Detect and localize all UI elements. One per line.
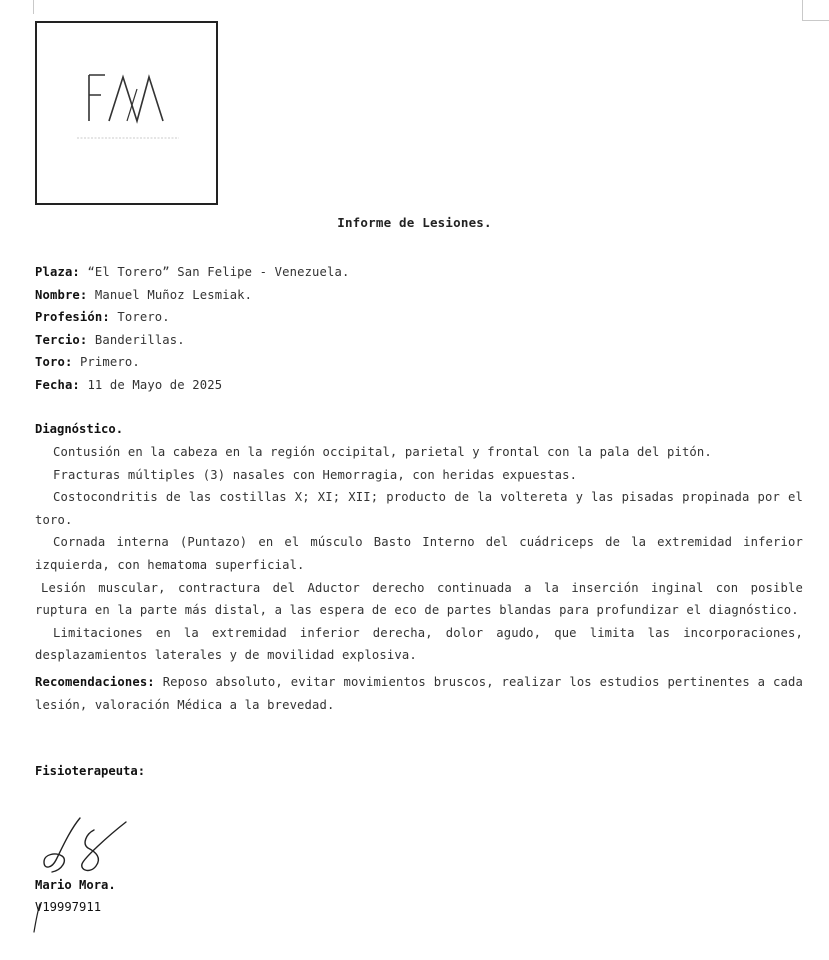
diagnosis-item: Contusión en la cabeza en la región occipital, parietal y frontal con la pala del pitón. (53, 445, 712, 459)
signer-id: V19997911 (35, 900, 102, 914)
signer-name: Mario Mora. (35, 878, 116, 892)
info-value: Banderillas. (94, 332, 185, 347)
diagnosis-item: Cornada interna (Puntazo) en el músculo Basto Interno del cuádriceps de la extremidad inferior izquierda, con hematoma superficial. (35, 535, 803, 572)
info-row-nombre (35, 284, 350, 307)
info-value: Primero. (79, 355, 140, 370)
diagnosis-heading: Diagnóstico. (35, 422, 124, 436)
info-row-tercio (35, 329, 350, 352)
logo (35, 21, 218, 205)
info-value: “El Torero” San Felipe - Venezuela. (87, 265, 350, 279)
info-label: Plaza: (35, 265, 80, 279)
info-value: Torero. (117, 310, 170, 325)
recommendations-text: Reposo absoluto, evitar movimientos bruscos, realizar los estudios pertinentes a cada lesión, valoración Médica a la brevedad. (35, 675, 803, 712)
diagnosis-item: Fracturas múltiples (3) nasales con Hemorragia, con heridas expuestas. (53, 467, 578, 482)
diagnosis-item: Costocondritis de las costillas X; XI; XII; producto de la voltereta y las pisadas propinada por el toro. (35, 490, 803, 527)
info-row-fecha (35, 374, 350, 397)
info-label: Tercio: (35, 332, 88, 347)
info-label: Profesión: (35, 310, 110, 325)
recommendations-label: Recomendaciones: (35, 675, 155, 689)
report-title: Informe de Lesiones. (337, 215, 492, 230)
info-label: Toro: (35, 355, 73, 370)
info-value: 11 de Mayo de 2025 (87, 377, 223, 392)
info-value: Manuel Muñoz Lesmiak. (94, 287, 253, 302)
recommendations (35, 671, 803, 716)
info-row-profesion (35, 306, 350, 329)
fm-monogram-logo (37, 23, 217, 203)
page-corner-mark-right (802, 0, 829, 21)
diagnosis-list (35, 441, 803, 667)
handwritten-signature (22, 808, 142, 938)
diagnosis-item: Limitaciones en la extremidad inferior derecha, dolor agudo, que limita las incorporaciones, desplazamientos laterales y de movilidad explosiva. (35, 625, 803, 663)
info-row-plaza (35, 261, 350, 284)
info-label: Nombre: (35, 287, 88, 302)
physio-label: Fisioterapeuta: (35, 764, 146, 778)
page-corner-mark-left (33, 0, 34, 14)
info-row-toro (35, 351, 350, 374)
info-block (35, 261, 350, 397)
diagnosis-item: Lesión muscular, contractura del Aductor derecho continuada a la inserción inginal con posible ruptura en la parte más distal, a las espera de eco de partes blandas para profundizar el diagnóstico. (35, 580, 803, 618)
info-label: Fecha: (35, 377, 80, 392)
